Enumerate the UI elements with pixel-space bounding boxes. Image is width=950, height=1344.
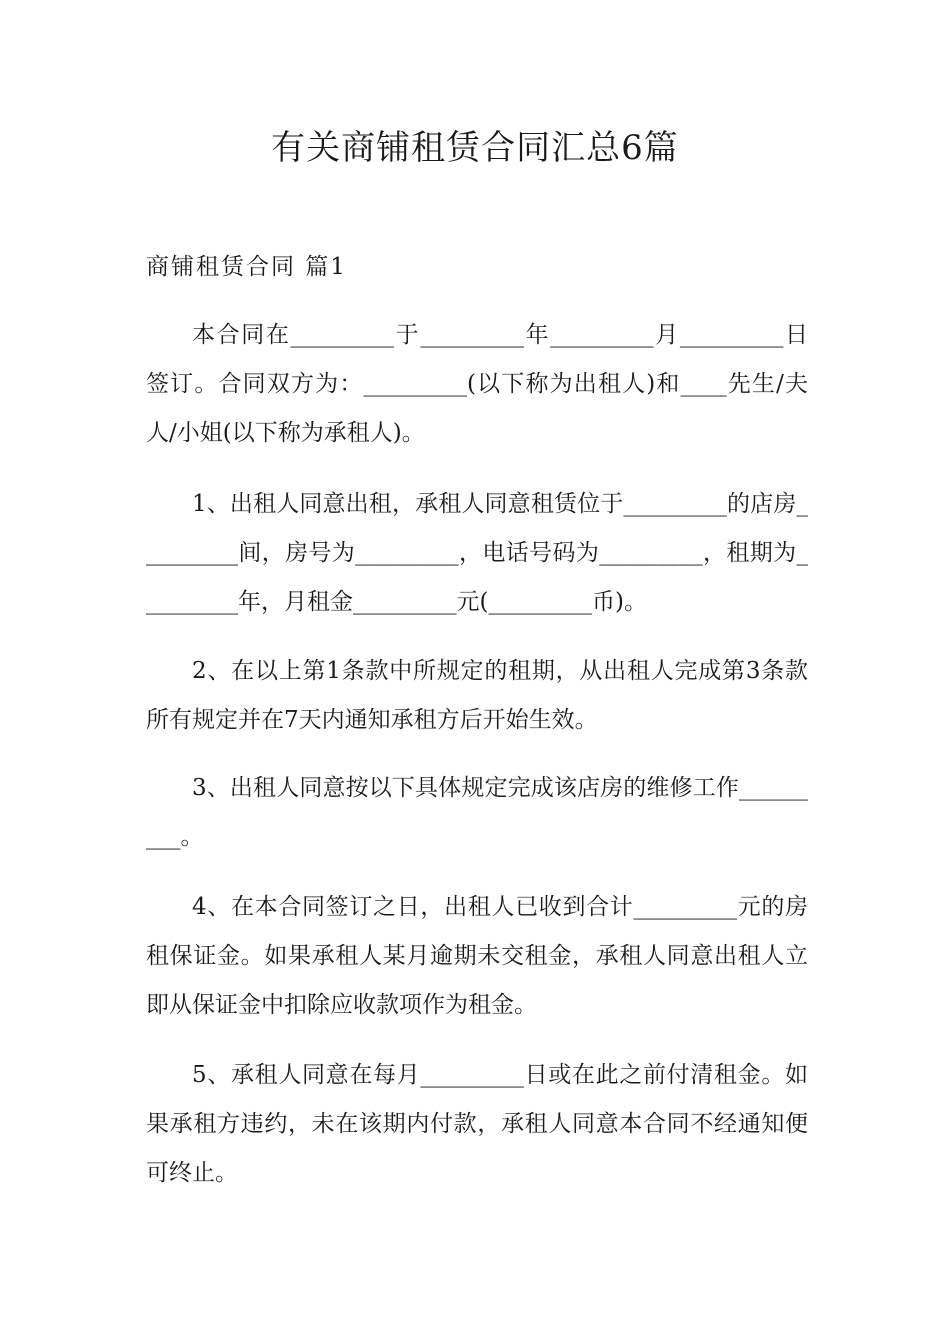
document-title: 有关商铺租赁合同汇总6篇 xyxy=(271,128,679,168)
paragraph-intro: 本合同在_________于_________年_________月_________日签订。合同双方为：_________(以下称为出租人)和____先生/夫人/小姐(以下称为承租人)。 xyxy=(146,322,808,446)
paragraph-clause-3: 3、出租人同意按以下具体规定完成该店房的维修工作_________。 xyxy=(146,775,808,850)
paragraph-clause-2: 2、在以上第1条款中所规定的租期，从出租人完成第3条款所有规定并在7天内通知承租方后开始生效。 xyxy=(146,658,808,733)
paragraph-clause-4: 4、在本合同签订之日，出租人已收到合计_________元的房租保证金。如果承租人某月逾期未交租金，承租人同意出租人立即从保证金中扣除应收款项作为租金。 xyxy=(146,894,808,1018)
paragraph-clause-5: 5、承租人同意在每月_________日或在此之前付清租金。如果承租方违约，未在该期内付款，承租人同意本合同不经通知便可终止。 xyxy=(146,1062,808,1186)
section-heading: 商铺租赁合同 篇1 xyxy=(146,254,347,280)
paragraph-clause-1: 1、出租人同意出租，承租人同意租赁位于_________的店房_________间，房号为_________，电话号码为_________，租期为_________年，月租金_________元(_________币)。 xyxy=(146,491,808,615)
